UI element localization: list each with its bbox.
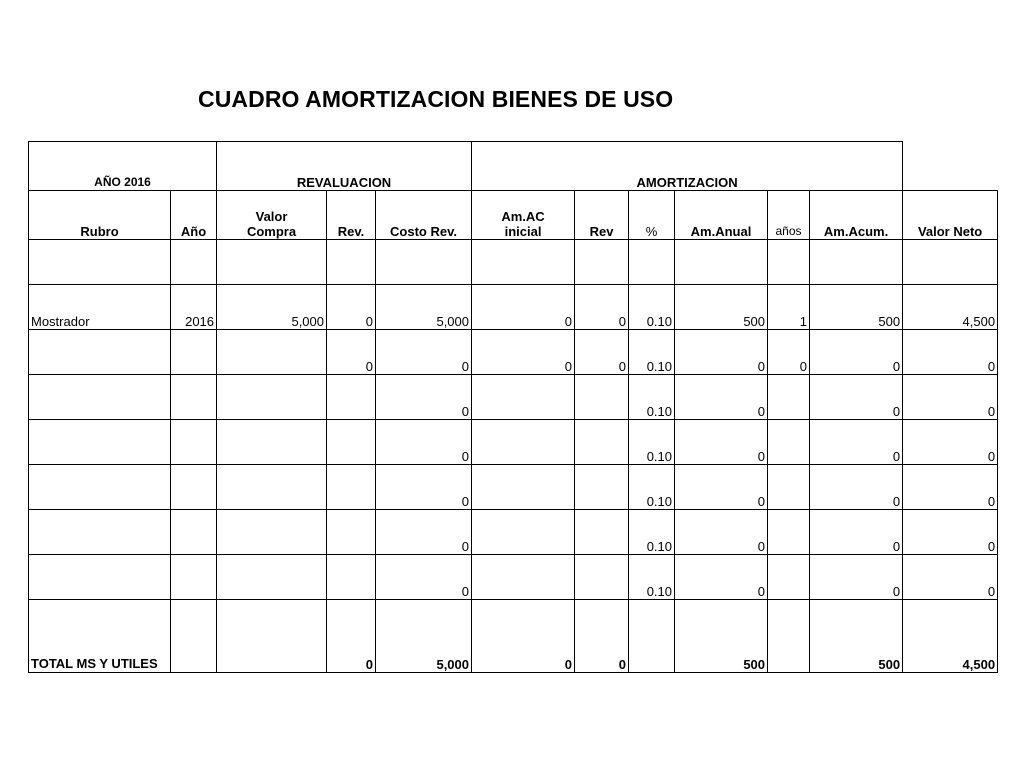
cell-anos — [768, 510, 810, 555]
total-empty-cell — [171, 600, 217, 673]
cell-pct: 0.10 — [629, 375, 675, 420]
blank-cell — [472, 240, 575, 285]
total-rev2: 0 — [575, 600, 629, 673]
blank-cell — [903, 240, 998, 285]
column-header-row — [29, 191, 998, 240]
cell-ano — [171, 510, 217, 555]
cell-rev2 — [575, 375, 629, 420]
cell-valor-neto: 0 — [903, 330, 998, 375]
cell-am-acum: 500 — [810, 285, 903, 330]
total-costo-rev: 5,000 — [376, 600, 472, 673]
blank-cell — [376, 240, 472, 285]
col-header-amac-inicial — [472, 191, 575, 240]
total-amac: 0 — [472, 600, 575, 673]
cell-ano — [171, 420, 217, 465]
cell-valor-compra — [217, 330, 327, 375]
cell-valor-compra — [217, 555, 327, 600]
blank-cell — [629, 240, 675, 285]
col-header-valor-compra — [217, 191, 327, 240]
cell-valor-compra: 5,000 — [217, 285, 327, 330]
cell-pct: 0.10 — [629, 330, 675, 375]
col-header-rev: Rev. — [327, 191, 376, 240]
cell-rev2 — [575, 465, 629, 510]
blank-cell — [29, 240, 171, 285]
cell-amac: 0 — [472, 285, 575, 330]
cell-am-anual: 0 — [675, 465, 768, 510]
cell-am-acum: 0 — [810, 420, 903, 465]
revaluacion-header: REVALUACION — [217, 142, 472, 191]
col-header-am-acum: Am.Acum. — [810, 191, 903, 240]
cell-rubro — [29, 330, 171, 375]
col-header-percent: % — [629, 191, 675, 240]
amortizacion-header: AMORTIZACION — [472, 142, 903, 191]
cell-am-acum: 0 — [810, 375, 903, 420]
col-header-ano: Año — [171, 191, 217, 240]
table-row — [29, 285, 998, 330]
cell-costo-rev: 5,000 — [376, 285, 472, 330]
cell-rev2 — [575, 555, 629, 600]
cell-anos: 0 — [768, 330, 810, 375]
total-am-acum: 500 — [810, 600, 903, 673]
table-row — [29, 510, 998, 555]
cell-rubro — [29, 510, 171, 555]
cell-valor-compra — [217, 375, 327, 420]
amortization-table — [28, 141, 998, 673]
cell-valor-neto: 0 — [903, 465, 998, 510]
cell-rev — [327, 555, 376, 600]
cell-am-acum: 0 — [810, 555, 903, 600]
cell-valor-neto: 4,500 — [903, 285, 998, 330]
blank-cell — [768, 240, 810, 285]
blank-cell — [171, 240, 217, 285]
col-header-valor-neto: Valor Neto — [903, 191, 998, 240]
cell-am-acum: 0 — [810, 465, 903, 510]
cell-ano — [171, 465, 217, 510]
cell-valor-compra — [217, 465, 327, 510]
page-title: CUADRO AMORTIZACION BIENES DE USO — [198, 86, 674, 112]
col-header-rev2: Rev — [575, 191, 629, 240]
cell-valor-neto: 0 — [903, 555, 998, 600]
cell-ano — [171, 330, 217, 375]
cell-pct: 0.10 — [629, 555, 675, 600]
cell-am-anual: 500 — [675, 285, 768, 330]
cell-costo-rev: 0 — [376, 420, 472, 465]
cell-ano — [171, 555, 217, 600]
total-valor-neto: 4,500 — [903, 600, 998, 673]
col-header-amac-line1: Am.AC — [501, 209, 545, 224]
total-empty-cell — [629, 600, 675, 673]
cell-amac — [472, 420, 575, 465]
blank-cell — [810, 240, 903, 285]
cell-am-anual: 0 — [675, 330, 768, 375]
cell-rubro — [29, 465, 171, 510]
cell-pct: 0.10 — [629, 285, 675, 330]
cell-rubro: Mostrador — [29, 285, 171, 330]
cell-rev2 — [575, 510, 629, 555]
col-header-am-anual: Am.Anual — [675, 191, 768, 240]
col-header-amac-line2: inicial — [504, 224, 542, 239]
table-row — [29, 465, 998, 510]
cell-costo-rev: 0 — [376, 375, 472, 420]
cell-am-anual: 0 — [675, 375, 768, 420]
cell-rev2: 0 — [575, 330, 629, 375]
col-header-rubro: Rubro — [29, 191, 171, 240]
cell-rev — [327, 375, 376, 420]
year-label: AÑO 2016 — [29, 142, 217, 191]
col-header-valor-compra-line2: Compra — [246, 224, 297, 239]
cell-costo-rev: 0 — [376, 555, 472, 600]
cell-anos — [768, 465, 810, 510]
header-group-row — [29, 142, 998, 191]
blank-cell — [575, 240, 629, 285]
cell-anos — [768, 555, 810, 600]
table-row — [29, 330, 998, 375]
cell-costo-rev: 0 — [376, 510, 472, 555]
cell-rev — [327, 510, 376, 555]
table-row — [29, 420, 998, 465]
cell-rubro — [29, 375, 171, 420]
cell-valor-neto: 0 — [903, 420, 998, 465]
cell-pct: 0.10 — [629, 420, 675, 465]
cell-am-anual: 0 — [675, 555, 768, 600]
cell-am-anual: 0 — [675, 510, 768, 555]
cell-rev — [327, 465, 376, 510]
total-row — [29, 600, 998, 673]
header-empty-cell — [903, 142, 998, 191]
blank-cell — [217, 240, 327, 285]
cell-pct: 0.10 — [629, 510, 675, 555]
cell-costo-rev: 0 — [376, 330, 472, 375]
table-row — [29, 375, 998, 420]
cell-rev: 0 — [327, 330, 376, 375]
cell-anos: 1 — [768, 285, 810, 330]
cell-rev — [327, 420, 376, 465]
cell-valor-compra — [217, 420, 327, 465]
total-label: TOTAL MS Y UTILES — [29, 600, 171, 673]
cell-valor-neto: 0 — [903, 375, 998, 420]
cell-rubro — [29, 555, 171, 600]
cell-amac: 0 — [472, 330, 575, 375]
total-empty-cell — [768, 600, 810, 673]
cell-amac — [472, 465, 575, 510]
blank-cell — [327, 240, 376, 285]
cell-valor-neto: 0 — [903, 510, 998, 555]
cell-am-acum: 0 — [810, 330, 903, 375]
cell-pct: 0.10 — [629, 465, 675, 510]
cell-ano — [171, 375, 217, 420]
cell-rev: 0 — [327, 285, 376, 330]
cell-rubro — [29, 420, 171, 465]
col-header-valor-compra-line1: Valor — [255, 209, 288, 224]
cell-amac — [472, 510, 575, 555]
col-header-anos: años — [768, 191, 810, 240]
cell-anos — [768, 375, 810, 420]
blank-cell — [675, 240, 768, 285]
cell-valor-compra — [217, 510, 327, 555]
total-empty-cell — [217, 600, 327, 673]
cell-ano: 2016 — [171, 285, 217, 330]
cell-rev2 — [575, 420, 629, 465]
table-row — [29, 555, 998, 600]
cell-amac — [472, 555, 575, 600]
total-rev: 0 — [327, 600, 376, 673]
cell-am-anual: 0 — [675, 420, 768, 465]
blank-row — [29, 240, 998, 285]
cell-anos — [768, 420, 810, 465]
cell-costo-rev: 0 — [376, 465, 472, 510]
cell-amac — [472, 375, 575, 420]
total-am-anual: 500 — [675, 600, 768, 673]
col-header-costo-rev: Costo Rev. — [376, 191, 472, 240]
cell-rev2: 0 — [575, 285, 629, 330]
cell-am-acum: 0 — [810, 510, 903, 555]
